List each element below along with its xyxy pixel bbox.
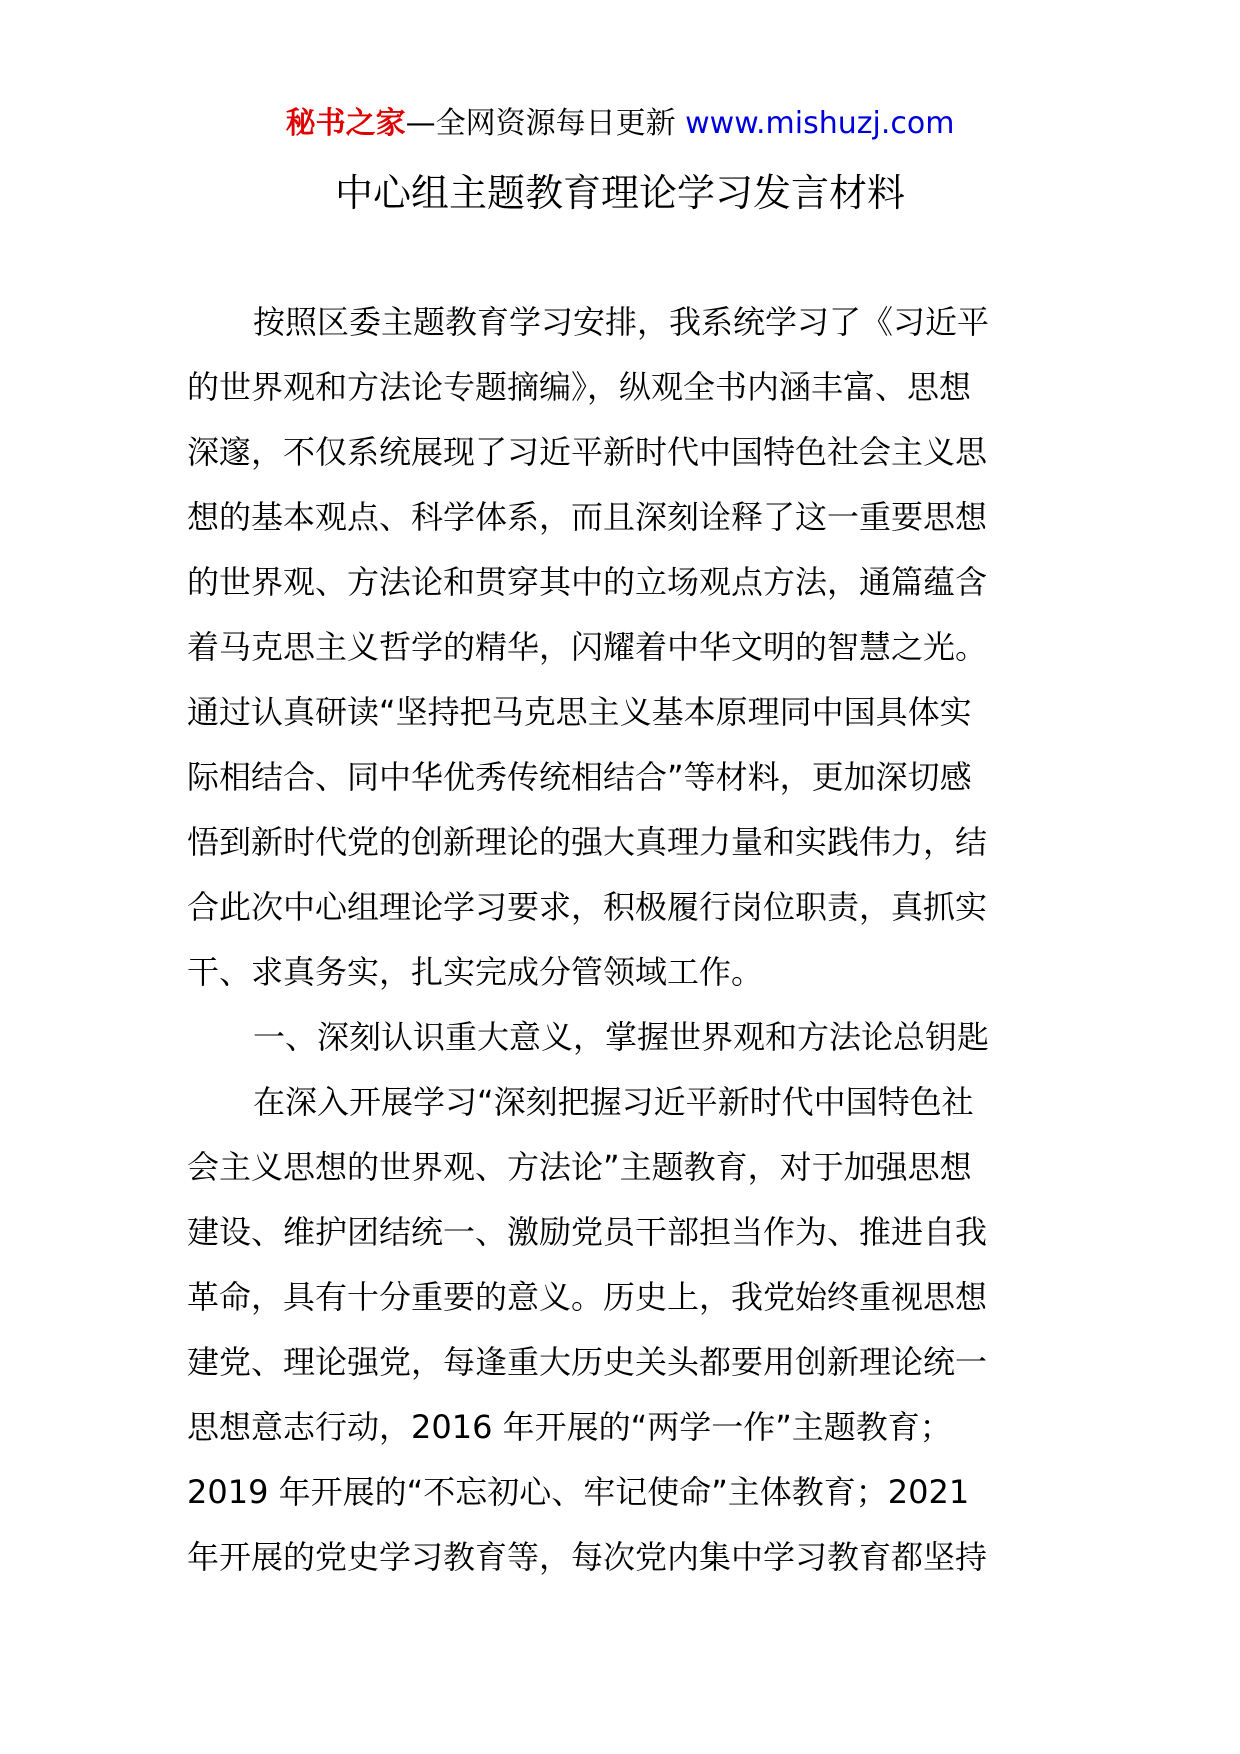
section-heading: 一、深刻认识重大意义，掌握世界观和方法论总钥匙	[253, 1018, 990, 1056]
paragraph-line: 在深入开展学习“深刻把握习近平新时代中国特色社	[253, 1083, 974, 1121]
paragraph-line: 悟到新时代党的创新理论的强大真理力量和实践伟力，结	[187, 823, 988, 861]
paragraph-line: 2019 年开展的“不忘初心、牢记使命”主体教育；2021	[187, 1473, 970, 1511]
header-tagline: —全网资源每日更新	[405, 106, 686, 141]
paragraph-line: 想的基本观点、科学体系，而且深刻诠释了这一重要思想	[187, 498, 988, 536]
paragraph-line: 革命，具有十分重要的意义。历史上，我党始终重视思想	[187, 1278, 988, 1316]
paragraph-line: 年开展的党史学习教育等，每次党内集中学习教育都坚持	[187, 1538, 988, 1576]
brand-name: 秘书之家	[285, 106, 406, 141]
paragraph-line: 深邃，不仅系统展现了习近平新时代中国特色社会主义思	[187, 433, 988, 471]
paragraph-line: 际相结合、同中华优秀传统相结合”等材料，更加深切感	[187, 758, 972, 796]
paragraph-line: 通过认真研读“坚持把马克思主义基本原理同中国具体实	[187, 693, 972, 731]
site-header	[0, 100, 1240, 148]
site-url-link[interactable]: www.mishuzj.com	[685, 106, 955, 141]
paragraph-line: 思想意志行动，2016 年开展的“两学一作”主题教育；	[187, 1408, 952, 1446]
paragraph-line: 的世界观和方法论专题摘编》，纵观全书内涵丰富、思想	[187, 368, 972, 406]
document-body	[187, 290, 1057, 1590]
paragraph-line: 合此次中心组理论学习要求，积极履行岗位职责，真抓实	[187, 888, 988, 926]
paragraph-line: 会主义思想的世界观、方法论”主题教育，对于加强思想	[187, 1148, 972, 1186]
paragraph-line: 建设、维护团结统一、激励党员干部担当作为、推进自我	[187, 1213, 988, 1251]
paragraph-line: 着马克思主义哲学的精华，闪耀着中华文明的智慧之光。	[187, 628, 988, 666]
paragraph-line: 建党、理论强党，每逢重大历史关头都要用创新理论统一	[187, 1343, 988, 1381]
paragraph-line: 按照区委主题教育学习安排，我系统学习了《习近平	[253, 303, 990, 341]
document-title: 中心组主题教育理论学习发言材料	[334, 171, 905, 215]
paragraph-line: 干、求真务实，扎实完成分管领域工作。	[187, 953, 764, 991]
paragraph-line: 的世界观、方法论和贯穿其中的立场观点方法，通篇蕴含	[187, 563, 988, 601]
